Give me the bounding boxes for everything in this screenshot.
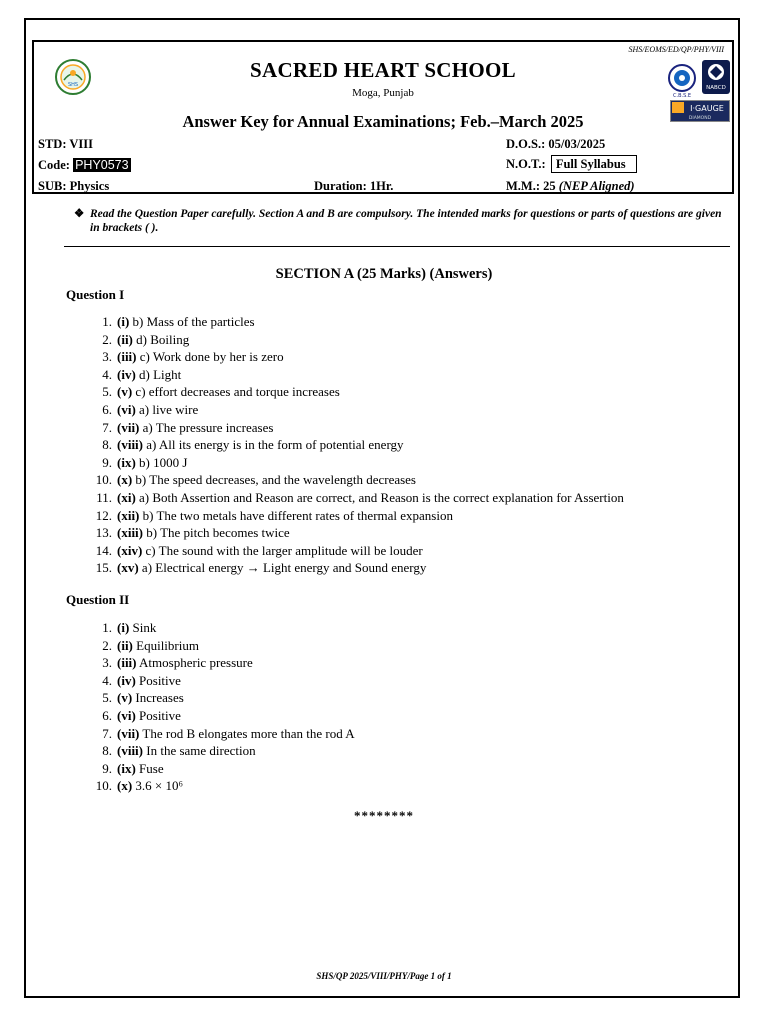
answer-item [0,401,768,419]
answer-number: 2. [102,637,112,653]
answer-body [117,760,164,778]
answer-part-label: (x) [117,778,133,794]
igauge-logo [670,100,730,122]
cbse-logo [666,63,698,99]
answer-body [117,524,290,542]
question-1-answers [0,313,768,577]
code-row [38,158,131,173]
answer-body [117,366,181,384]
answer-number: 5. [102,384,112,400]
answer-part-label: (vi) [117,401,136,417]
answer-item [0,689,768,707]
answer-number: 3. [102,655,112,671]
code-label: Code: [38,158,70,172]
subject-label: SUB: Physics [38,179,110,193]
answer-part-label: (v) [117,384,133,400]
answer-body [117,348,284,366]
school-location: Moga, Punjab [352,87,414,99]
answer-part-label: (xiii) [117,525,143,541]
answer-part-label: (iii) [117,349,137,365]
answer-item [0,542,768,560]
answer-text: Atmospheric pressure [139,655,253,671]
not-value: Full Syllabus [551,155,637,173]
answer-item [0,489,768,507]
answer-text: b) The speed decreases, and the wavelength decreases [135,472,416,488]
answer-number: 9. [102,454,112,470]
answer-number: 7. [102,419,112,435]
nabcd-logo-text: NABCD [706,85,726,91]
school-name: SACRED HEART SCHOOL [250,58,516,82]
answer-body [117,559,426,577]
answer-part-label: (iv) [117,672,136,688]
answer-body [117,542,423,560]
answer-item [0,366,768,384]
answer-part-label: (i) [117,620,130,635]
answer-part-label: (i) [117,314,130,329]
answer-part-label: (iv) [117,366,136,382]
answer-text: In the same direction [146,743,256,759]
not-row [506,157,637,172]
diamond-bullet-icon: ❖ [74,208,85,220]
exam-title: Answer Key for Annual Examinations; Feb.–March 2025 [182,112,584,131]
answer-body [117,489,624,507]
answer-part-label: (xv) [117,560,139,576]
answer-item [0,725,768,743]
answer-item [0,619,768,637]
answer-part-label: (ii) [117,637,133,653]
answer-part-label: (vii) [117,725,140,741]
answer-number: 5. [102,690,112,706]
answer-body [117,383,340,401]
header-box [32,40,734,194]
end-marker: ******** [354,808,414,823]
answer-item [0,436,768,454]
answer-body [117,313,255,331]
answer-body [117,507,453,525]
answer-item [0,742,768,760]
max-marks-row [506,179,635,194]
answer-text: Positive [139,707,181,723]
answer-text: b) The two metals have different rates of thermal expansion [142,507,453,523]
school-logo-text: SHS [67,82,79,88]
std-label: STD: VIII [38,137,93,151]
answer-text: b) The pitch becomes twice [146,525,290,541]
code-value: PHY0573 [75,158,129,172]
answer-part-label: (xiv) [117,542,143,558]
answer-body [117,707,181,725]
answer-body [117,454,187,472]
answer-item [0,760,768,778]
answer-number: 6. [102,707,112,723]
answer-text: a) The pressure increases [142,419,274,435]
answer-number: 1. [102,314,112,329]
answer-number: 1. [102,620,112,635]
answer-item [0,313,768,331]
answer-number: 12. [95,507,112,523]
answer-part-label: (viii) [117,437,143,453]
answer-text: b) 1000 J [139,454,188,470]
question-2-answers [0,619,768,795]
answer-number: 13. [95,525,112,541]
answer-item [0,524,768,542]
answer-item [0,637,768,655]
section-title: SECTION A (25 Marks) (Answers) [275,266,493,282]
answer-text: a) Both Assertion and Reason are correct, and Reason is the correct explanation for Assertion [139,489,624,505]
igauge-logo-text: I·GAUGE [690,104,724,113]
answer-number: 3. [102,349,112,365]
answer-body [117,401,198,419]
answer-text: Equilibrium [136,637,199,653]
answer-item [0,454,768,472]
answer-number: 11. [96,489,112,505]
doc-code: SHS/EOMS/ED/QP/PHY/VIII [628,45,724,54]
answer-item [0,383,768,401]
answer-number: 10. [95,472,112,488]
answer-part-label: (iii) [117,655,137,671]
answer-text: Positive [139,672,181,688]
igauge-logo-subtext: DIAMOND [688,116,712,121]
answer-text: a) All its energy is in the form of potential energy [146,437,404,453]
answer-text: Fuse [139,760,164,776]
answer-number: 10. [95,778,112,794]
answer-text: c) Work done by her is zero [139,349,284,365]
answer-body [117,436,404,454]
answer-part-label: (x) [117,472,133,488]
answer-body [117,637,199,655]
cbse-logo-text: C.B.S.E [672,93,692,99]
answer-body [117,689,184,707]
answer-body [117,654,253,672]
answer-body [117,619,156,637]
max-marks-note: (NEP Aligned) [558,179,635,193]
answer-part-label: (ix) [117,760,136,776]
not-label: N.O.T.: [506,157,546,171]
answer-part-label: (vi) [117,707,136,723]
answer-body [117,742,256,760]
answer-body [117,419,273,437]
answer-number: 8. [102,743,112,759]
answer-text: d) Light [139,366,182,382]
answer-number: 2. [102,331,112,347]
answer-item [0,419,768,437]
answer-number: 4. [102,672,112,688]
answer-part-label: (vii) [117,419,140,435]
answer-number: 15. [95,560,112,576]
question-2-heading: Question II [66,592,130,607]
max-marks-label: M.M.: 25 [506,179,556,193]
answer-item [0,559,768,577]
nabcd-logo [701,59,731,95]
answer-item [0,777,768,795]
page-footer: SHS/QP 2025/VIII/PHY/Page 1 of 1 [316,971,452,981]
answer-text: d) Boiling [136,331,190,347]
answer-body [117,471,416,489]
answer-text: 3.6 × 10⁶ [135,778,184,794]
divider [64,246,730,247]
answer-body [117,777,183,795]
answer-body [117,672,181,690]
answer-item [0,348,768,366]
answer-part-label: (ii) [117,331,133,347]
answer-part-label: (xi) [117,489,136,505]
answer-number: 9. [102,760,112,776]
answer-text: The rod B elongates more than the rod A [142,725,355,741]
instruction-text: Read the Question Paper carefully. Section A and B are compulsory. The intended marks for questions or parts of questions are given in brackets ( ). [90,208,722,234]
answer-part-label: (xii) [117,507,140,523]
answer-body [117,331,189,349]
answer-text: c) The sound with the larger amplitude will be louder [145,542,423,558]
answer-number: 7. [102,725,112,741]
question-1-heading: Question I [66,287,125,302]
answer-text: Sink [132,620,157,635]
answer-number: 14. [95,542,112,558]
answer-item [0,707,768,725]
answer-part-label: (viii) [117,743,143,759]
answer-text: c) effort decreases and torque increases [135,384,340,400]
answer-item [0,331,768,349]
instruction [74,207,734,235]
answer-part-label: (v) [117,690,133,706]
answer-text: a) live wire [139,401,199,417]
answer-body [117,725,355,743]
answer-number: 8. [102,437,112,453]
answer-number: 4. [102,366,112,382]
answer-text: Increases [135,690,184,706]
answer-text: b) Mass of the particles [132,314,255,329]
answer-part-label: (ix) [117,454,136,470]
duration-label: Duration: 1Hr. [314,179,394,193]
date-of-schedule: D.O.S.: 05/03/2025 [506,137,606,151]
answer-item [0,654,768,672]
answer-number: 6. [102,401,112,417]
answer-text: a) Electrical energy → Light energy and Sound energy [141,560,427,576]
answer-item [0,471,768,489]
answer-item [0,507,768,525]
answer-item [0,672,768,690]
